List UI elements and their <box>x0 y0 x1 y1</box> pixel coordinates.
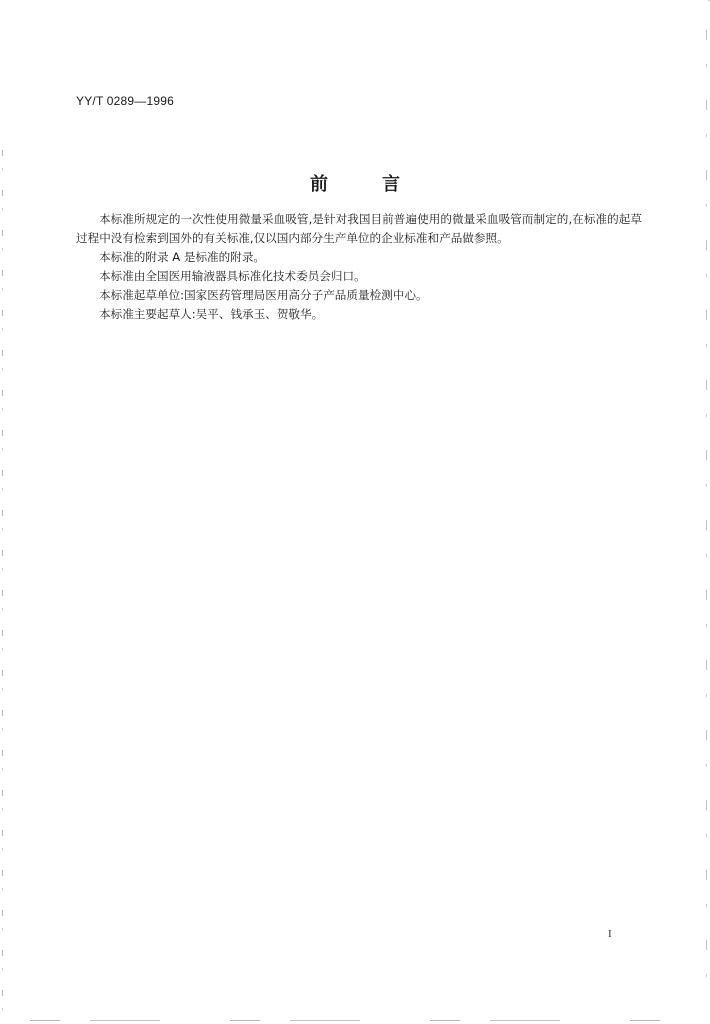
scan-edge-left <box>2 150 3 1010</box>
standard-code: YY/T 0289—1996 <box>76 94 174 108</box>
paragraph-drafters: 本标准主要起草人:吴平、钱承玉、贺敬华。 <box>99 307 324 321</box>
foreword-body <box>76 210 642 324</box>
scan-edge-bottom <box>30 1020 680 1021</box>
paragraph-scope: 本标准所规定的一次性使用微量采血吸管,是针对我国目前普遍使用的微量采血吸管而制定的,在标准的起草过程中没有检索到国外的有关标准,仅以国内部分生产单位的企业标准和产品做参照。 <box>76 212 642 245</box>
heading-char-2: 言 <box>382 174 400 195</box>
paragraph-drafting-unit: 本标准起草单位:国家医药管理局医用高分子产品质量检测中心。 <box>99 288 428 302</box>
scan-corner-mark <box>686 0 710 10</box>
section-heading <box>0 170 710 196</box>
heading-char-1: 前 <box>310 174 328 195</box>
paragraph-appendix: 本标准的附录 A 是标准的附录。 <box>99 250 266 264</box>
page-number: I <box>608 928 612 940</box>
paragraph-committee: 本标准由全国医用输液器具标准化技术委员会归口。 <box>99 269 366 283</box>
